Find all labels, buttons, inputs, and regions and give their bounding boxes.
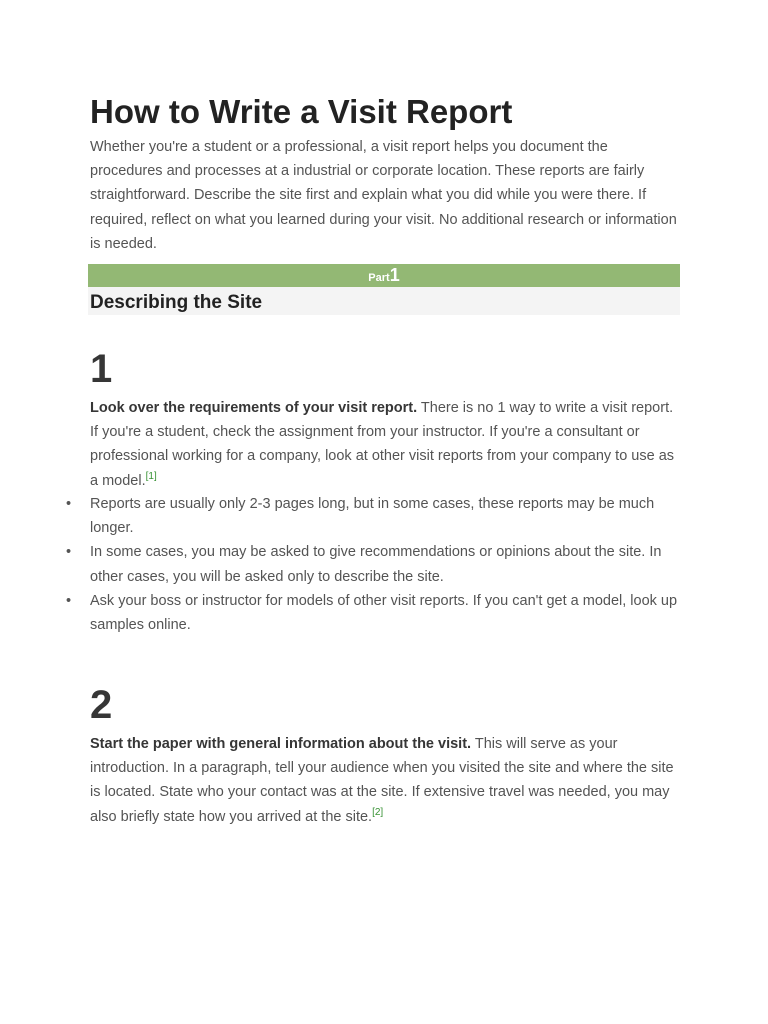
step-1-paragraph — [90, 396, 680, 493]
step-2-body: This will serve as your introduction. In a paragraph, tell your audience when you visited the site and where the site is located. State who your contact was at the site. If extensive travel was needed, you may also briefly state how you arrived at the site. — [90, 736, 674, 825]
list-item-text: In some cases, you may be asked to give recommendations or opinions about the site. In other cases, you will be asked only to describe the site. — [90, 544, 662, 585]
list-item — [66, 540, 680, 588]
part-banner — [88, 264, 680, 287]
bullet-icon: • — [66, 544, 72, 561]
step-1-body: There is no 1 way to write a visit report. If you're a student, check the assignment from your instructor. If you're a consultant or professional working for a company, look at other visit reports from your company to use as a model. — [90, 400, 675, 489]
step-2-paragraph — [90, 732, 680, 829]
list-item — [66, 492, 680, 540]
list-item — [66, 589, 680, 637]
step-1-lead: Look over the requirements of your visit report. — [90, 400, 418, 416]
step-1-bullet-list — [66, 492, 680, 637]
section-header — [88, 287, 680, 315]
step-2-lead: Start the paper with general information about the visit. — [90, 736, 472, 752]
bullet-icon: • — [66, 496, 72, 512]
list-item-text: Ask your boss or instructor for models of other visit reports. If you can't get a model, look up samples online. — [90, 592, 678, 634]
reference-link-2[interactable]: [2] — [372, 806, 384, 818]
article-title: How to Write a Visit Report — [90, 93, 513, 130]
section-title: Describing the Site — [90, 292, 263, 313]
reference-link-1[interactable]: [1] — [145, 470, 157, 482]
step-number-2: 2 — [90, 683, 113, 727]
part-number: 1 — [389, 265, 400, 285]
bullet-icon: • — [66, 592, 72, 609]
part-label: Part — [368, 272, 390, 284]
list-item-text: Reports are usually only 2-3 pages long, but in some cases, these reports may be much longer. — [90, 496, 655, 537]
intro-paragraph: Whether you're a student or a professional, a visit report helps you document the procedures and processes at a industrial or corporate location. These reports are fairly straightforward. Describe the site first and explain what you did while you were there. If required, reflect on what you learned during your visit. No additional research or information is needed. — [90, 139, 677, 252]
step-number-1: 1 — [90, 347, 113, 391]
